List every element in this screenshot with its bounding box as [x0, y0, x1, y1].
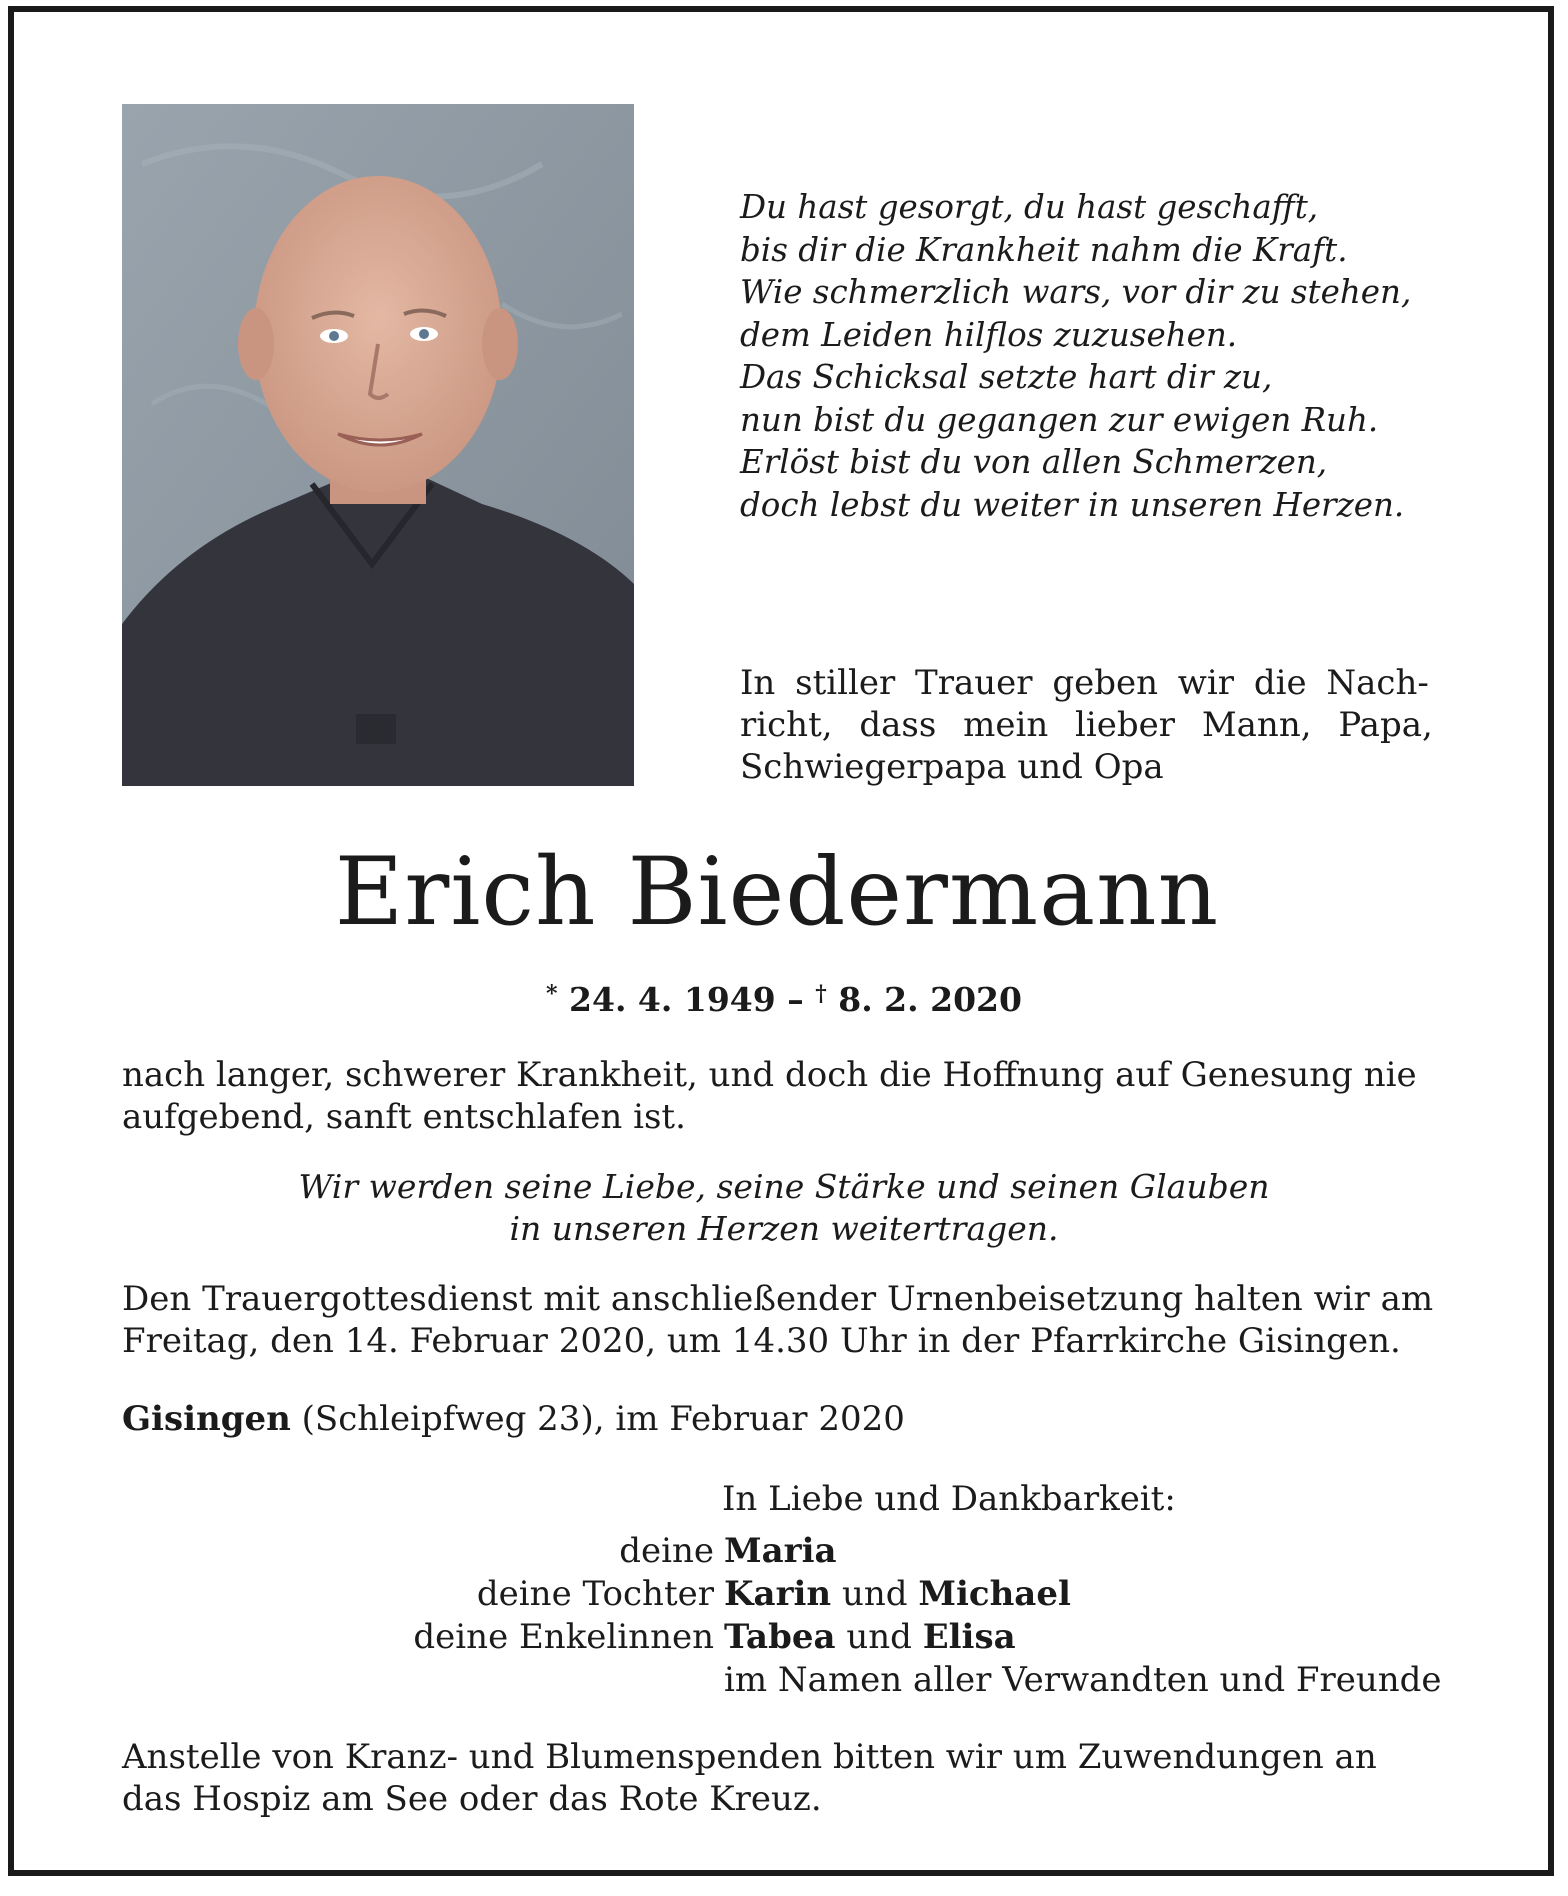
poem-line: nun bist du gegangen zur ewigen Ruh. — [740, 400, 1379, 439]
place-date-line — [122, 1398, 1440, 1440]
family-conj: und — [835, 1617, 923, 1657]
intro-line: richt, dass mein lieber Mann, Papa, — [740, 705, 1433, 745]
family-relation-empty — [122, 1659, 724, 1702]
death-symbol: † — [815, 981, 827, 1007]
birth-symbol: * — [546, 981, 558, 1007]
portrait-photo — [122, 104, 634, 786]
poem-line: Erlöst bist du von allen Schmerzen, — [740, 443, 1328, 481]
family-name: Karin — [724, 1574, 832, 1614]
intro-line: Schwiegerpapa und Opa — [740, 747, 1164, 787]
quote-line: in unseren Herzen weitertragen. — [509, 1209, 1059, 1248]
portrait-illustration — [122, 104, 634, 786]
place-details: (Schleipfweg 23), im Februar 2020 — [290, 1399, 905, 1439]
memorial-quote — [0, 1166, 1568, 1250]
family-row — [122, 1659, 1442, 1702]
family-names — [724, 1616, 1016, 1659]
family-names — [724, 1573, 1071, 1616]
family-row — [122, 1530, 1442, 1573]
life-dates — [0, 972, 1568, 1022]
family-row — [122, 1573, 1442, 1616]
service-text: Den Trauergottesdienst mit anschließender Urnenbeisetzung halten wir am Freitag, den 14. Februar 2020, um 14.30 Uhr in der Pfarrkirche Gisingen. — [122, 1279, 1434, 1361]
quote-line: Wir werden seine Liebe, seine Stärke und seinen Glauben — [298, 1167, 1270, 1206]
poem-line: doch lebst du weiter in unseren Herzen. — [740, 485, 1405, 524]
family-closing: im Namen aller Verwandten und Freunde — [724, 1660, 1442, 1700]
passing-text: nach langer, schwerer Krankheit, und doch die Hoffnung auf Genesung nie aufgebend, sanft entschlafen ist. — [122, 1055, 1417, 1137]
birth-date: 24. 4. 1949 — [569, 980, 776, 1019]
family-name: Michael — [918, 1574, 1071, 1614]
poem-line: Du hast gesorgt, du hast geschafft, — [740, 188, 1319, 226]
family-name: Tabea — [724, 1617, 836, 1657]
family-relation: deine Tochter — [476, 1574, 714, 1614]
donation-note: Anstelle von Kranz- und Blumenspenden bitten wir um Zuwendungen an das Hospiz am See oder das Rote Kreuz. — [122, 1737, 1377, 1819]
family-relation: deine Enkelinnen — [413, 1617, 714, 1657]
announcement-intro — [740, 662, 1433, 788]
family-name: Maria — [724, 1531, 837, 1571]
deceased-name: Erich Biedermann — [334, 838, 1220, 947]
family-name: Elisa — [922, 1617, 1016, 1657]
poem-line: Das Schicksal setzte hart dir zu, — [740, 358, 1273, 396]
poem-line: bis dir die Krankheit nahm die Kraft. — [740, 230, 1348, 269]
intro-line: In stiller Trauer geben wir die Nach- — [740, 663, 1429, 703]
family-row — [122, 1616, 1442, 1659]
family-relation: deine — [619, 1531, 714, 1571]
death-date: 8. 2. 2020 — [838, 980, 1022, 1019]
family-names — [724, 1530, 837, 1573]
family-list — [122, 1530, 1442, 1702]
poem-line: dem Leiden hilflos zuzusehen. — [740, 315, 1238, 354]
poem — [740, 186, 1440, 526]
family-conj: und — [831, 1574, 919, 1614]
poem-line: Wie schmerzlich wars, vor dir zu stehen, — [740, 273, 1412, 311]
date-dash: – — [787, 980, 804, 1019]
place-town: Gisingen — [122, 1399, 291, 1439]
signoff: In Liebe und Dankbarkeit: — [722, 1479, 1176, 1519]
